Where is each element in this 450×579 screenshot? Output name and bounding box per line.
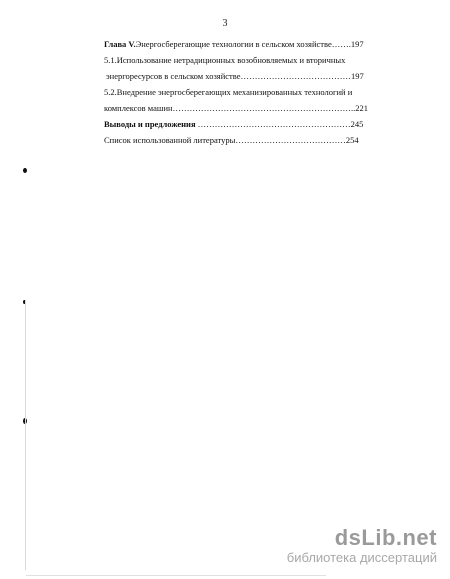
scan-artifact-mark <box>23 168 27 173</box>
table-of-contents <box>104 36 404 148</box>
scan-page-edge <box>26 575 326 576</box>
toc-entry-text: Список использованной литературы…………………………………254 <box>104 135 359 145</box>
toc-chapter-label: Глава V. <box>104 39 136 49</box>
toc-entry-5-2-line-1 <box>104 84 404 100</box>
toc-entry-text: Энергосберегающие технологии в сельском хозяйстве…….197 <box>135 39 364 49</box>
toc-entry-text: 5.2.Внедрение энергосберегающих механизированных технологий и <box>104 87 353 97</box>
toc-conclusions-label: Выводы и предложения <box>104 119 196 129</box>
toc-entry-5-2-line-2 <box>104 100 404 116</box>
toc-entry-text: энергоресурсов в сельском хозяйстве…………………………………197 <box>106 71 364 81</box>
toc-entry-text: ………………………………………………245 <box>195 119 364 129</box>
toc-entry-references <box>104 132 404 148</box>
toc-entry-conclusions <box>104 116 404 132</box>
toc-entry-5-1-line-1 <box>104 52 404 68</box>
scan-page-edge <box>25 300 26 570</box>
toc-entry-text: 5.1.Использование нетрадиционных возобновляемых и вторичных <box>104 55 346 65</box>
toc-entry-chapter-5 <box>104 36 404 52</box>
toc-entry-text: комплексов машин………………………………………………………..221 <box>104 103 369 113</box>
watermark <box>287 526 437 566</box>
watermark-caption: библиотека диссертаций <box>286 550 437 565</box>
toc-entry-5-1-line-2 <box>104 68 404 84</box>
page-number: 3 <box>222 18 228 29</box>
watermark-logo: dsLib.net <box>334 525 437 550</box>
